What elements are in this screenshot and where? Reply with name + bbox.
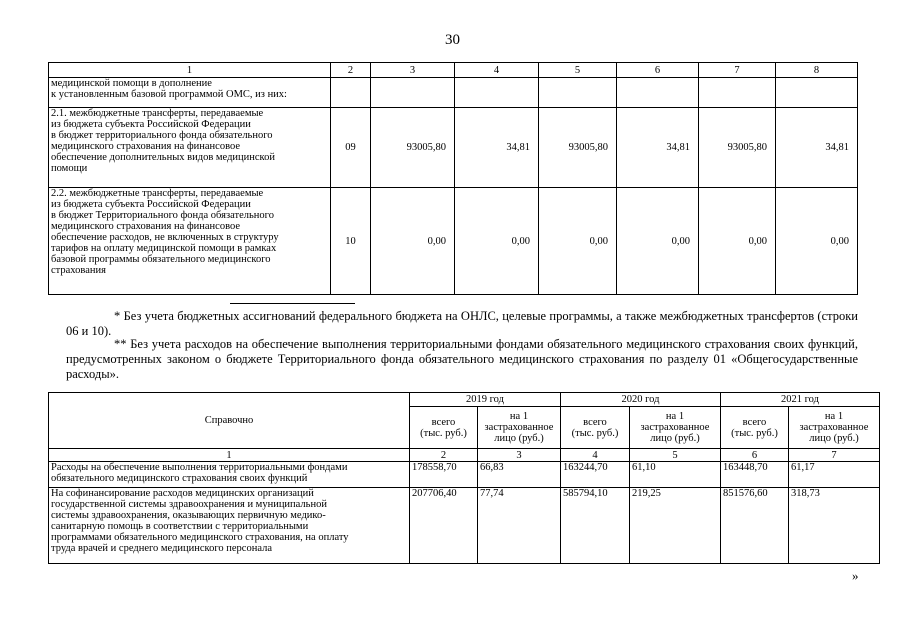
header-cell: 1 [49,63,331,78]
footnote-separator [230,303,355,304]
table-cell: 93005,80 [539,108,617,188]
header-cell: 3 [371,63,455,78]
header-cell: 5 [539,63,617,78]
table-cell: 0,00 [371,188,455,295]
table-cell: 93005,80 [371,108,455,188]
header-cell: 8 [776,63,858,78]
column-number: 6 [721,449,789,462]
table-1 [48,62,858,295]
table-cell [371,78,455,108]
table-cell: 34,81 [617,108,699,188]
row-label: На софинансирование расходов медицинских организаций государственной системы здравоохранения и муниципальной системы здравоохранения, оказывающих первичную медико- санитарную помощь в соответствии с территориальными программами обязательного медицинского страхования, на оплату труда врачей и среднего медицинского персонала [49,488,410,564]
table-cell: 178558,70 [410,462,478,488]
row-label: медицинской помощи в дополнение к установленным базовой программой ОМС, из них: [49,78,331,108]
year-header: 2020 год [561,393,721,407]
table-cell: 0,00 [455,188,539,295]
table-cell: 219,25 [630,488,721,564]
year-header: 2019 год [410,393,561,407]
footnote-2 [66,337,858,382]
table-cell: 10 [331,188,371,295]
subheader-per-insured: на 1 застрахованное лицо (руб.) [478,407,561,449]
table-2 [48,392,880,564]
table-row [49,462,880,488]
table-1-header-row [49,63,858,78]
header-cell: 6 [617,63,699,78]
header-cell: 4 [455,63,539,78]
subheader-total: всего (тыс. руб.) [561,407,630,449]
column-number: 3 [478,449,561,462]
footnote-1 [66,309,858,339]
row-label: 2.2. межбюджетные трансферты, передаваемые из бюджета субъекта Российской Федерации в бюджет Территориального фонда обязательного медицинского страхования на финансовое обеспечение расходов, не включенных в структуру тарифов на оплату медицинской помощи в рамках базовой программы обязательного медицинского страхования [49,188,331,295]
column-number: 4 [561,449,630,462]
column-number: 1 [49,449,410,462]
table-cell: 0,00 [617,188,699,295]
table-cell: 163244,70 [561,462,630,488]
table-cell [539,78,617,108]
subheader-total: всего (тыс. руб.) [721,407,789,449]
footnote-text: * Без учета бюджетных ассигнований федерального бюджета на ОНЛС, целевые программы, а также межбюджетных трансфертов (строки 06 и 10). [66,309,858,338]
subheader-per-insured: на 1 застрахованное лицо (руб.) [630,407,721,449]
header-cell: 2 [331,63,371,78]
table-cell: 0,00 [539,188,617,295]
table-cell [699,78,776,108]
table-cell: 0,00 [699,188,776,295]
column-number: 2 [410,449,478,462]
table-cell: 318,73 [789,488,880,564]
table-cell: 0,00 [776,188,858,295]
table-cell: 77,74 [478,488,561,564]
header-cell: 7 [699,63,776,78]
table-cell [617,78,699,108]
table-cell: 851576,60 [721,488,789,564]
table-cell: 09 [331,108,371,188]
table-cell: 34,81 [776,108,858,188]
page-number: 30 [445,32,460,48]
footnote-text: ** Без учета расходов на обеспечение выполнения территориальными фондами обязательного медицинского страхования своих функций, предусмотренных законом о бюджете Территориального фонда обязательного медицинского страхования по разделу 01 «Общегосударственные расходы». [66,337,858,381]
row-label: Расходы на обеспечение выполнения территориальными фондами обязательного медицинского страхования своих функций [49,462,410,488]
table-cell: 163448,70 [721,462,789,488]
table-cell: 585794,10 [561,488,630,564]
table-cell: 61,10 [630,462,721,488]
reference-header: Справочно [49,393,410,449]
row-label: 2.1. межбюджетные трансферты, передаваемые из бюджета субъекта Российской Федерации в бюджет территориального фонда обязательного медицинского страхования на финансовое обеспечение дополнительных видов медицинской помощи [49,108,331,188]
table-cell: 66,83 [478,462,561,488]
table-cell: 93005,80 [699,108,776,188]
table-cell: 61,17 [789,462,880,488]
column-number: 7 [789,449,880,462]
year-header-row [49,393,880,407]
table-row [49,488,880,564]
continuation-mark: » [852,568,859,583]
table-row [49,108,858,188]
table-cell [776,78,858,108]
table-cell: 207706,40 [410,488,478,564]
table-row [49,188,858,295]
column-number: 5 [630,449,721,462]
table-cell: 34,81 [455,108,539,188]
year-header: 2021 год [721,393,880,407]
table-row [49,78,858,108]
subheader-per-insured: на 1 застрахованное лицо (руб.) [789,407,880,449]
table-cell [331,78,371,108]
column-number-row [49,449,880,462]
table-cell [455,78,539,108]
subheader-total: всего (тыс. руб.) [410,407,478,449]
